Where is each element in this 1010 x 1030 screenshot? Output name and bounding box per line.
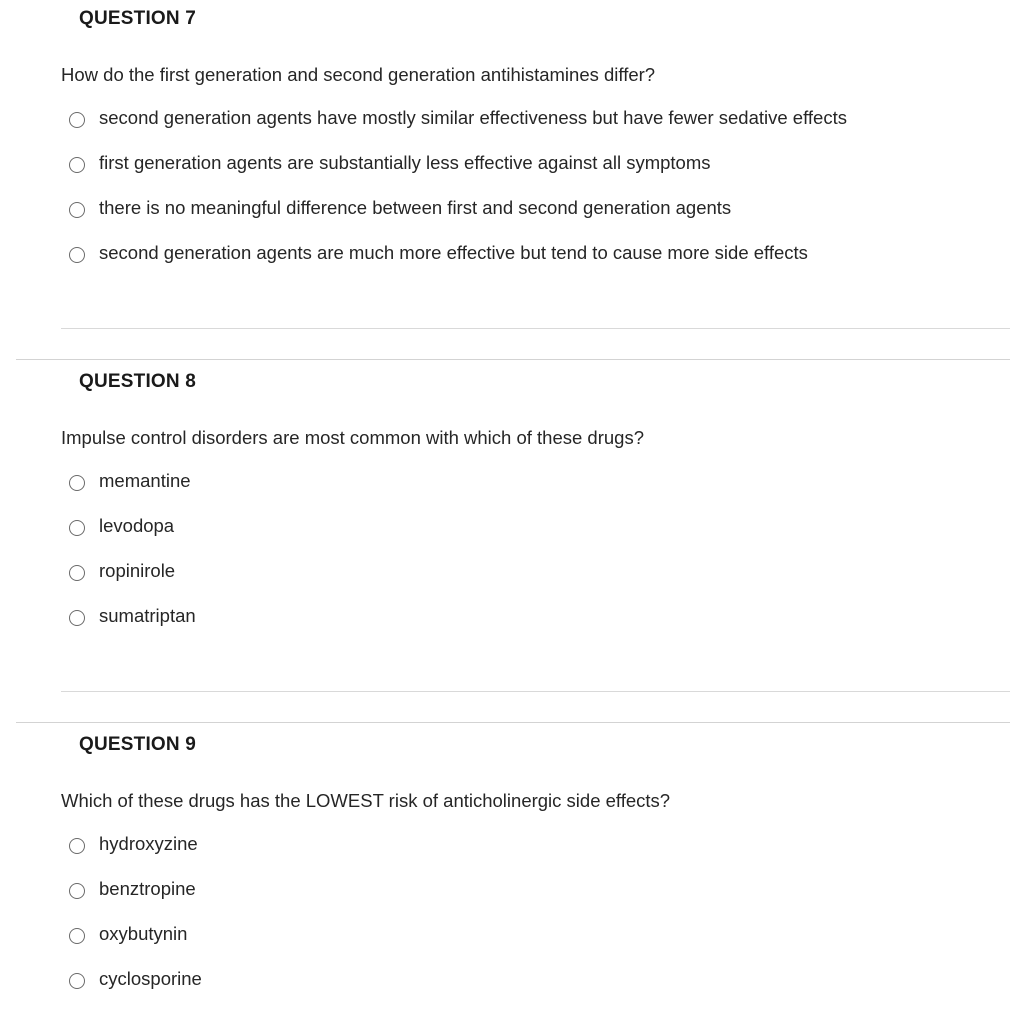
- answer-option[interactable]: [69, 105, 847, 150]
- answer-label[interactable]: benztropine: [99, 878, 196, 899]
- radio-button[interactable]: [69, 247, 85, 263]
- question-title: QUESTION 7: [79, 8, 197, 29]
- answer-label[interactable]: oxybutynin: [99, 923, 188, 944]
- question-divider: [61, 328, 1010, 329]
- answer-label[interactable]: memantine: [99, 470, 191, 491]
- radio-button[interactable]: [69, 475, 85, 491]
- answer-options: [69, 105, 847, 285]
- radio-button[interactable]: [69, 202, 85, 218]
- answer-options: [69, 831, 202, 1011]
- answer-label[interactable]: ropinirole: [99, 560, 176, 581]
- answer-option[interactable]: [69, 966, 202, 1011]
- answer-option[interactable]: [69, 876, 202, 921]
- answer-option[interactable]: [69, 558, 196, 603]
- answer-option[interactable]: [69, 831, 202, 876]
- answer-label[interactable]: hydroxyzine: [99, 833, 198, 854]
- question-text: Which of these drugs has the LOWEST risk of anticholinergic side effects?: [61, 790, 671, 811]
- radio-button[interactable]: [69, 883, 85, 899]
- radio-button[interactable]: [69, 112, 85, 128]
- radio-button[interactable]: [69, 565, 85, 581]
- question-title: QUESTION 9: [79, 734, 197, 755]
- answer-label[interactable]: sumatriptan: [99, 605, 196, 626]
- radio-button[interactable]: [69, 157, 85, 173]
- section-divider: [16, 722, 1010, 723]
- answer-label[interactable]: cyclosporine: [99, 968, 202, 989]
- question-text: How do the first generation and second generation antihistamines differ?: [61, 64, 656, 85]
- answer-option[interactable]: [69, 150, 847, 195]
- question-title: QUESTION 8: [79, 371, 197, 392]
- radio-button[interactable]: [69, 838, 85, 854]
- radio-button[interactable]: [69, 928, 85, 944]
- answer-option[interactable]: [69, 468, 196, 513]
- answer-label[interactable]: first generation agents are substantially less effective against all symptoms: [99, 152, 711, 173]
- answer-option[interactable]: [69, 603, 196, 648]
- radio-button[interactable]: [69, 520, 85, 536]
- answer-label[interactable]: second generation agents are much more effective but tend to cause more side effects: [99, 242, 808, 263]
- answer-option[interactable]: [69, 240, 847, 285]
- answer-label[interactable]: there is no meaningful difference between first and second generation agents: [99, 197, 732, 218]
- section-divider: [16, 359, 1010, 360]
- answer-option[interactable]: [69, 921, 202, 966]
- answer-label[interactable]: levodopa: [99, 515, 175, 536]
- question-text: Impulse control disorders are most common with which of these drugs?: [61, 427, 645, 448]
- answer-option[interactable]: [69, 195, 847, 240]
- question-divider: [61, 691, 1010, 692]
- radio-button[interactable]: [69, 973, 85, 989]
- radio-button[interactable]: [69, 610, 85, 626]
- answer-label[interactable]: second generation agents have mostly similar effectiveness but have fewer sedative effects: [99, 107, 847, 128]
- answer-options: [69, 468, 196, 648]
- answer-option[interactable]: [69, 513, 196, 558]
